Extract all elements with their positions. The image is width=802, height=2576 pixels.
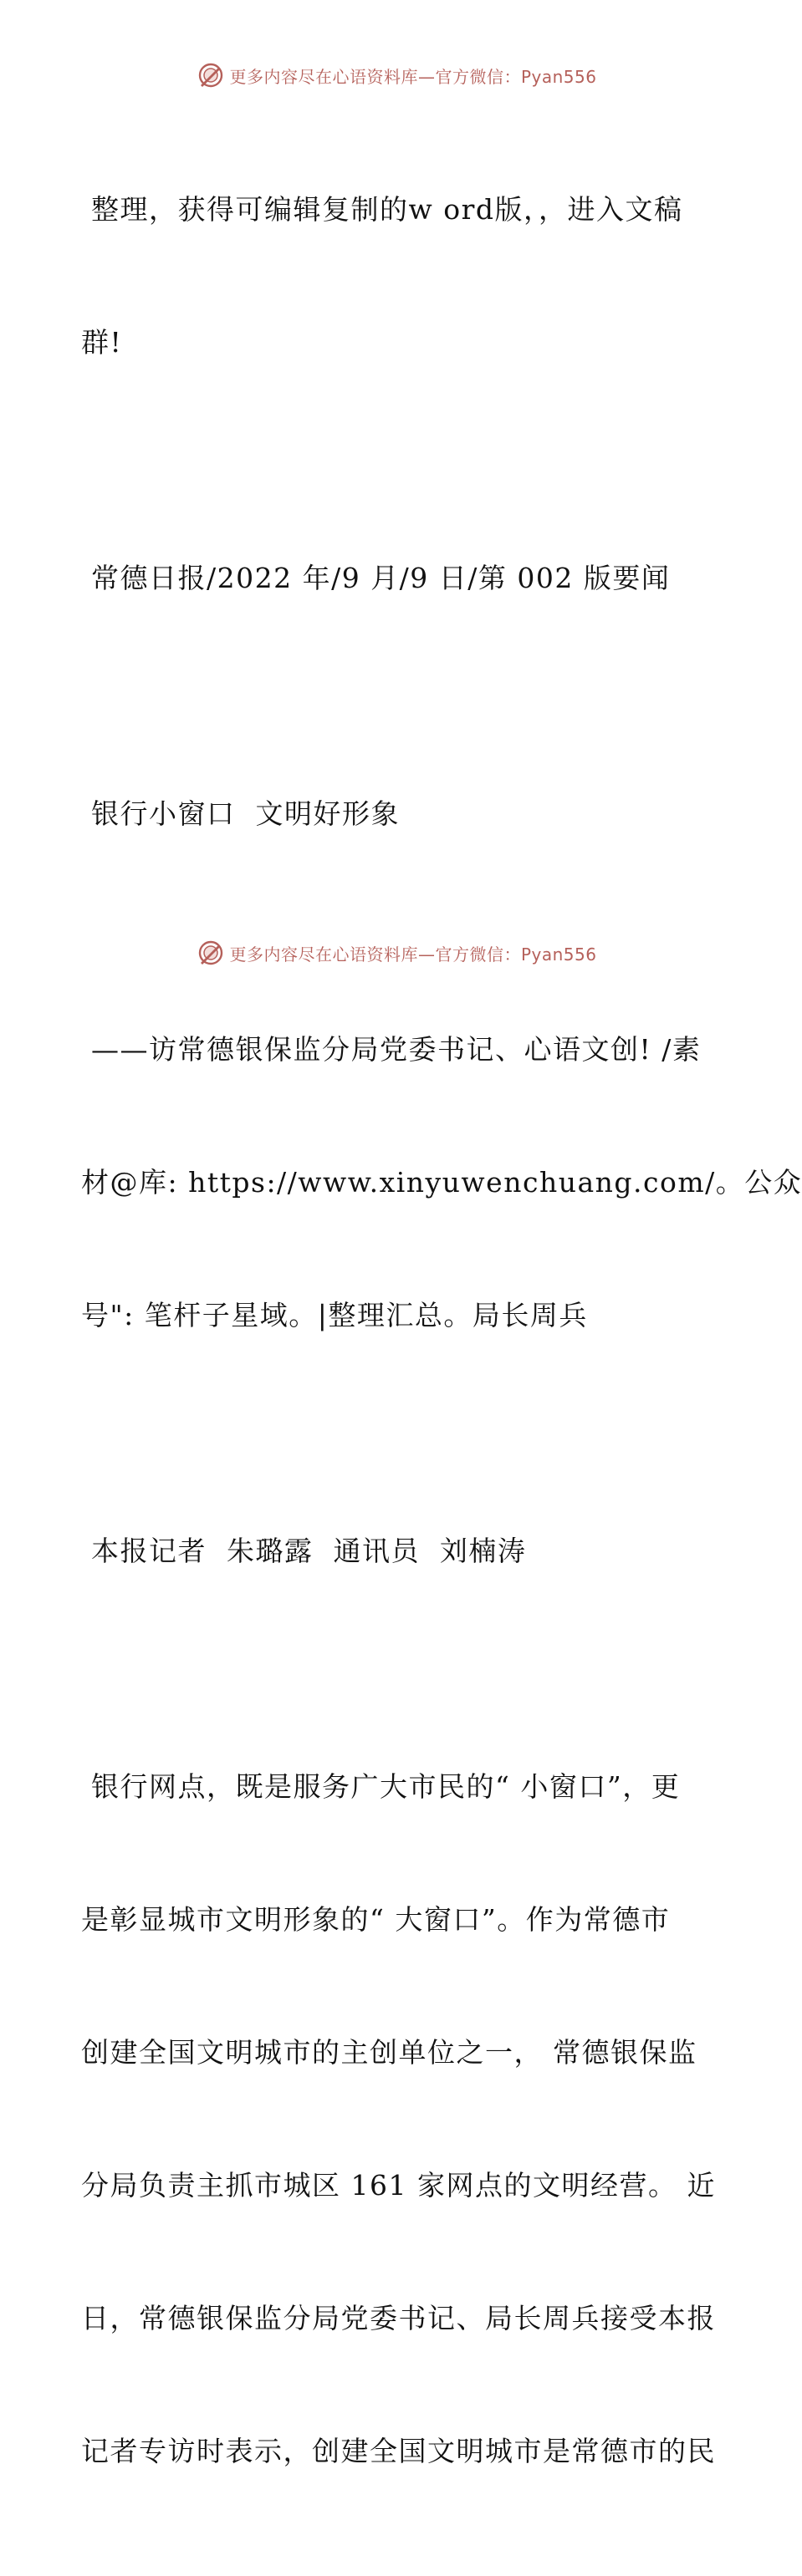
intro-paragraph: [81, 99, 717, 453]
text-line: 材@库: https://www.xinyuwenchuang.com/。公众: [81, 1166, 802, 1199]
text-line: 常德日报/2022 年/9 月/9 日/第 002 版要闻: [81, 562, 671, 594]
text-line: 日，常德银保监分局党委书记、局长周兵接受本报: [81, 2302, 716, 2334]
text-line: 创建全国文明城市的主创单位之一， 常德银保监: [81, 2036, 697, 2069]
header-watermark: [0, 59, 794, 92]
text-line: 号": 笔杆子星域。|整理汇总。局长周兵: [81, 1299, 588, 1331]
watermark-text: 更多内容尽在心语资料库—官方微信：Pyan556: [229, 944, 597, 965]
quill-seal-icon: [197, 939, 224, 966]
body-paragraph: [81, 1676, 717, 2562]
article-body: [81, 99, 802, 2576]
quill-seal-icon: [197, 62, 224, 89]
text-line: 银行小窗口 文明好形象: [81, 797, 400, 830]
text-line: 分局负责主抓市城区 161 家网点的文明经营。 近: [81, 2169, 716, 2202]
text-line: 本报记者 朱璐露 通讯员 刘楠涛: [81, 1535, 527, 1567]
watermark-text: 更多内容尽在心语资料库—官方微信：Pyan556: [229, 66, 597, 87]
article-subtitle: [81, 939, 802, 1426]
text-line: 银行网点，既是服务广大市民的“ 小窗口”，更: [81, 1770, 681, 1803]
text-line: 是彰显城市文明形象的“ 大窗口”。作为常德市: [81, 1903, 671, 1936]
article-title: [81, 703, 717, 924]
text-line: ——访常德银保监分局党委书记、心语文创! /素: [81, 1033, 702, 1066]
byline: [81, 1440, 717, 1662]
footer-watermark: [0, 936, 794, 970]
text-line: 整理，获得可编辑复制的w ord版，，进入文稿: [81, 193, 683, 226]
text-line: 群!: [81, 326, 123, 359]
source-line: [81, 467, 717, 689]
text-line: 记者专访时表示，创建全国文明城市是常德市的民: [81, 2435, 716, 2467]
